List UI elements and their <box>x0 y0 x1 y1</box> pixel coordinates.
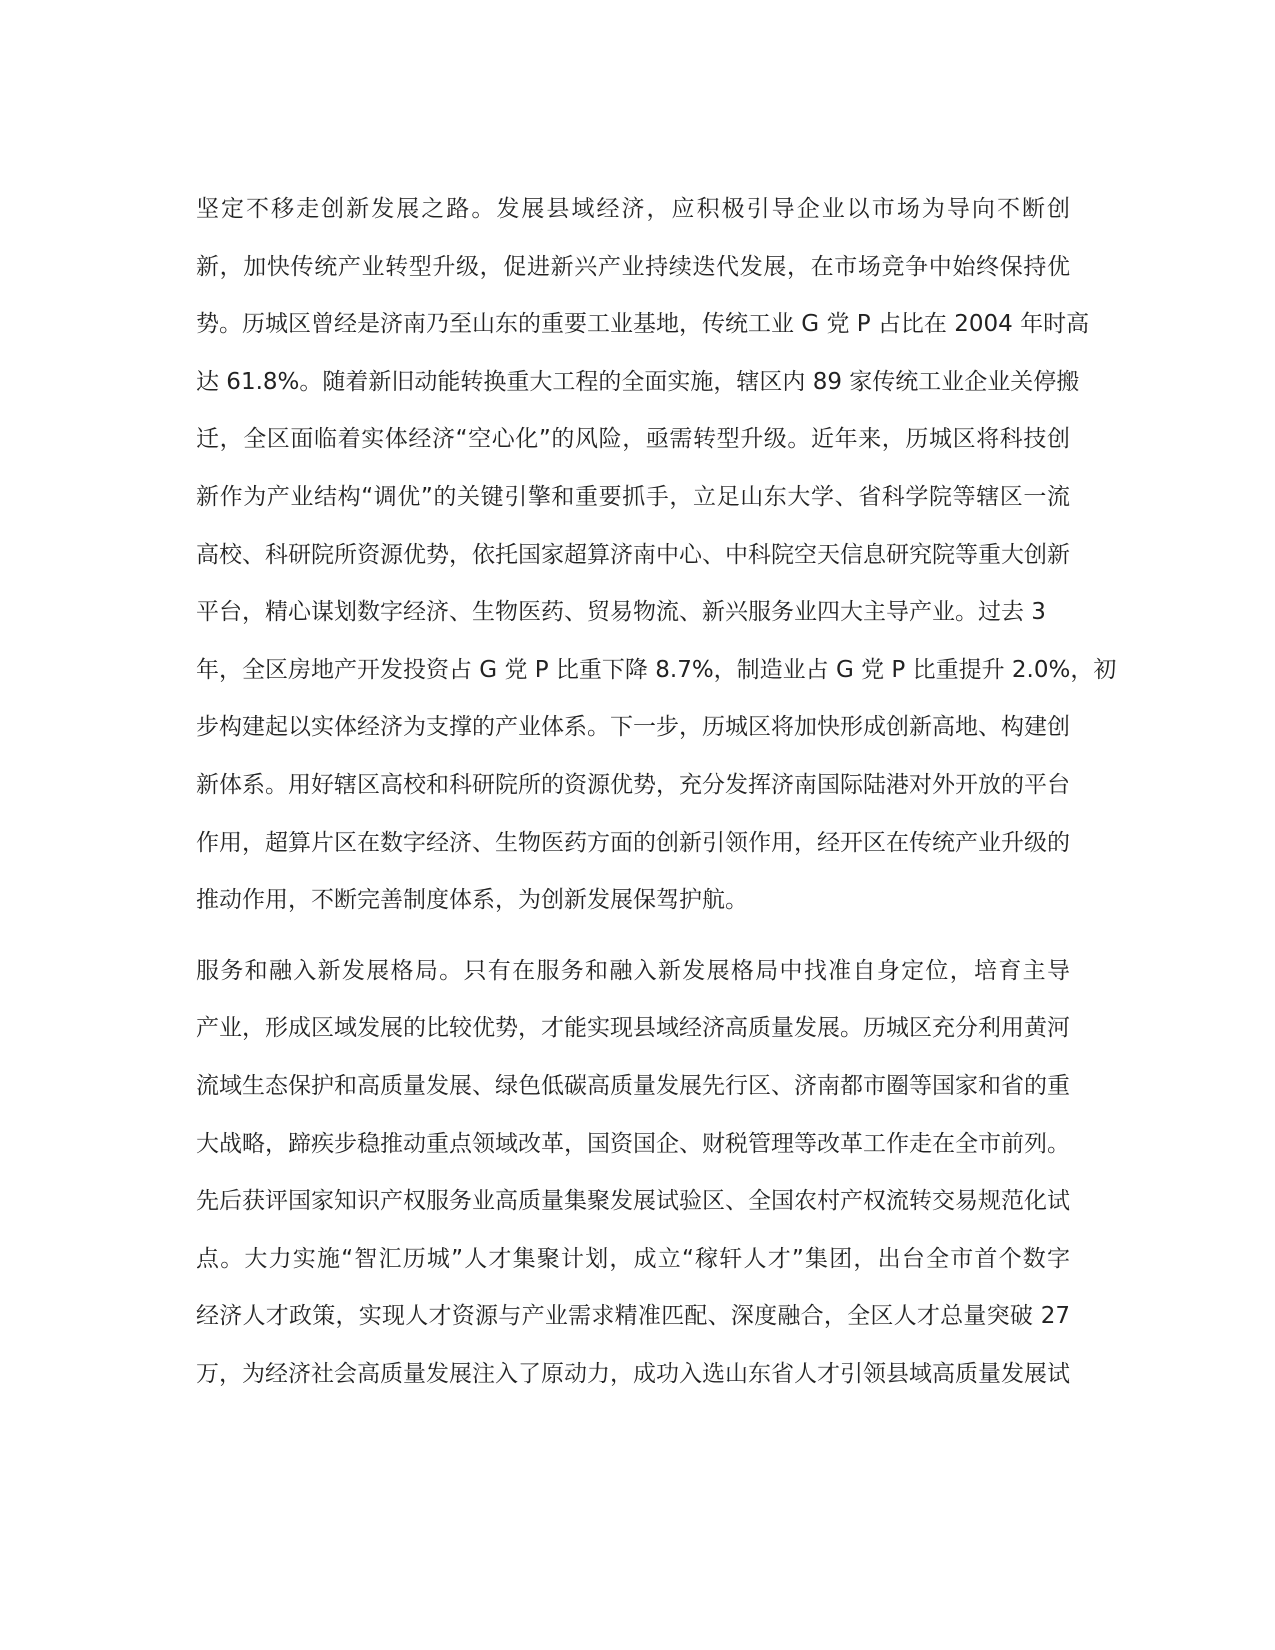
paragraph-development-pattern <box>150 943 1070 1404</box>
text-line: 坚定不移走创新发展之路。发展县域经济，应积极引导企业以市场为导向不断创 <box>196 196 1070 222</box>
text-line: 作用，超算片区在数字经济、生物医药方面的创新引领作用，经开区在传统产业升级的 <box>196 829 1070 856</box>
text-line: 迁，全区面临着实体经济“空心化”的风险，亟需转型升级。近年来，历城区将科技创 <box>196 426 1070 453</box>
text-line: 服务和融入新发展格局。只有在服务和融入新发展格局中找准自身定位，培育主导 <box>196 957 1070 984</box>
text-line: 新体系。用好辖区高校和科研院所的资源优势，充分发挥济南国际陆港对外开放的平台 <box>196 771 1070 798</box>
text-line: 经济人才政策，实现人才资源与产业需求精准匹配、深度融合，全区人才总量突破 27 <box>196 1303 1070 1330</box>
text-line: 先后获评国家知识产权服务业高质量集聚发展试验区、全国农村产权流转交易规范化试 <box>196 1188 1070 1215</box>
text-line: 新，加快传统产业转型升级，促进新兴产业持续迭代发展，在市场竞争中始终保持优 <box>196 253 1070 280</box>
text-line: 势。历城区曾经是济南乃至山东的重要工业基地，传统工业 G 党 P 占比在 2004 年时高 <box>196 311 1090 338</box>
document-page <box>150 181 1117 1481</box>
text-line: 达 61.8%。随着新旧动能转换重大工程的全面实施，辖区内 89 家传统工业企业关停搬 <box>196 368 1080 395</box>
text-line: 高校、科研院所资源优势，依托国家超算济南中心、中科院空天信息研究院等重大创新 <box>196 541 1070 568</box>
text-line: 新作为产业结构“调优”的关键引擎和重要抓手，立足山东大学、省科学院等辖区一流 <box>196 483 1070 510</box>
paragraph-gap <box>150 930 1070 943</box>
text-line: 大战略，蹄疾步稳推动重点领域改革，国资国企、财税管理等改革工作走在全市前列。 <box>196 1130 1070 1157</box>
text-line: 点。大力实施“智汇历城”人才集聚计划，成立“稼轩人才”集团，出台全市首个数字 <box>196 1245 1070 1272</box>
text-line: 流域生态保护和高质量发展、绿色低碳高质量发展先行区、济南都市圈等国家和省的重 <box>196 1072 1070 1099</box>
paragraph-innovation <box>150 181 1117 930</box>
text-line: 年，全区房地产开发投资占 G 党 P 比重下降 8.7%，制造业占 G 党 P 比重提升 2.0%，初 <box>196 656 1117 683</box>
text-line: 推动作用，不断完善制度体系，为创新发展保驾护航。 <box>196 887 748 914</box>
text-line: 平台，精心谋划数字经济、生物医药、贸易物流、新兴服务业四大主导产业。过去 3 <box>196 599 1046 626</box>
text-line: 万，为经济社会高质量发展注入了原动力，成功入选山东省人才引领县域高质量发展试 <box>196 1360 1070 1387</box>
text-line: 步构建起以实体经济为支撑的产业体系。下一步，历城区将加快形成创新高地、构建创 <box>196 714 1070 741</box>
text-line: 产业，形成区域发展的比较优势，才能实现县域经济高质量发展。历城区充分利用黄河 <box>196 1015 1070 1042</box>
